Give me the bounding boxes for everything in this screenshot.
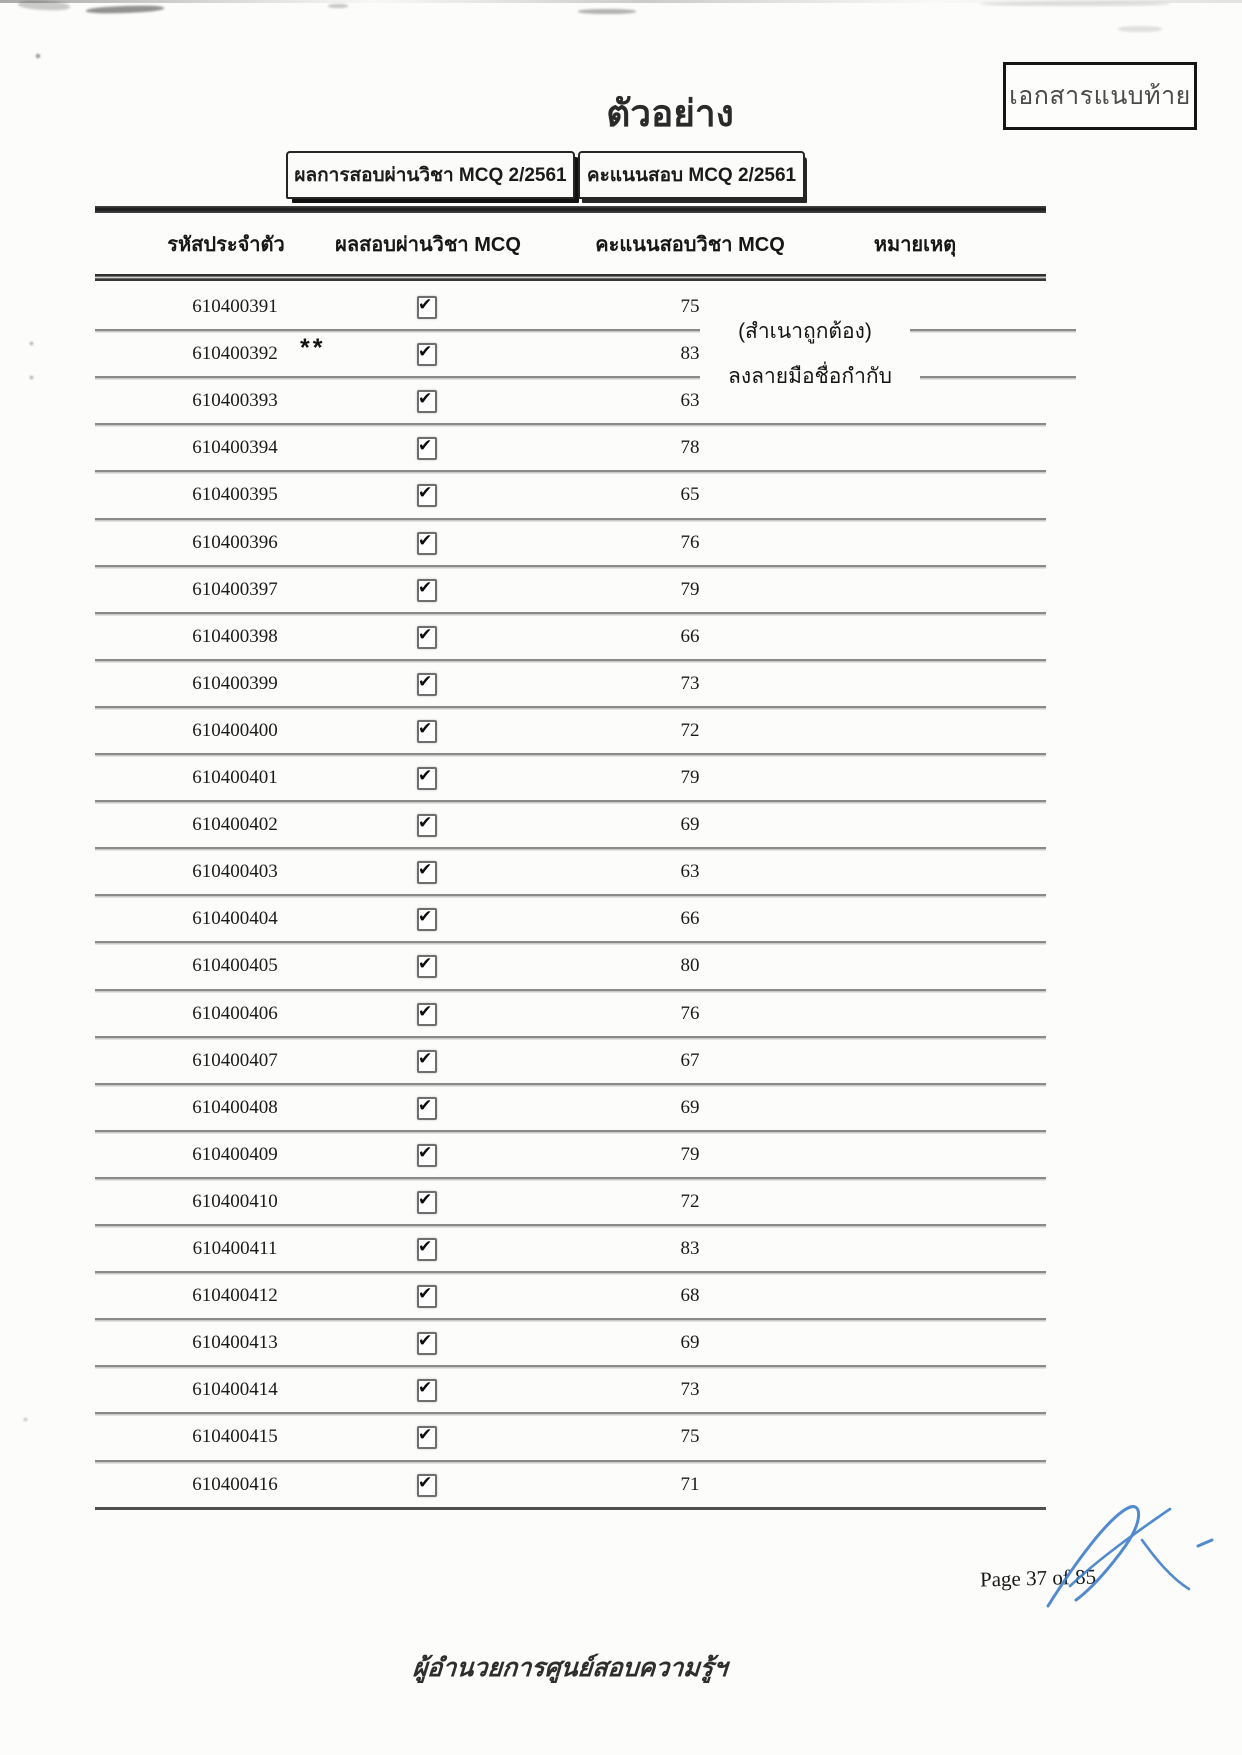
pass-checkbox[interactable] — [417, 720, 437, 743]
table-row — [0, 1178, 1242, 1225]
pass-checkbox[interactable] — [417, 1144, 437, 1167]
scan-artifact — [328, 4, 348, 8]
score-value: 66 — [680, 625, 700, 647]
table-row — [0, 1225, 1242, 1272]
student-id: 610400400 — [192, 719, 278, 741]
checkmark-icon: ✔ — [418, 530, 433, 551]
attachment-label-box — [1003, 62, 1197, 130]
table-row — [0, 801, 1242, 848]
score-value: 69 — [680, 1096, 700, 1118]
student-id: 610400416 — [192, 1473, 278, 1495]
student-id: 610400408 — [192, 1096, 278, 1118]
table-row — [0, 1366, 1242, 1413]
student-id: 610400392 — [192, 343, 278, 365]
pass-checkbox[interactable] — [417, 1332, 437, 1355]
checkmark-icon: ✔ — [418, 1189, 433, 1210]
table-row — [0, 754, 1242, 801]
column-header-remarks: หมายเหตุ — [873, 234, 957, 256]
student-id: 610400406 — [192, 1002, 278, 1024]
table-row — [0, 377, 1242, 424]
pass-checkbox[interactable] — [417, 1050, 437, 1073]
pass-checkbox[interactable] — [417, 579, 437, 602]
page-number: Page 37 of 85 — [979, 1564, 1097, 1592]
score-value: 67 — [680, 1049, 700, 1071]
table-row — [0, 1131, 1242, 1178]
pass-checkbox[interactable] — [417, 296, 437, 319]
score-value: 79 — [680, 1143, 700, 1165]
table-row — [0, 895, 1242, 942]
column-header-score: คะแนนสอบวิชา MCQ — [595, 234, 785, 256]
score-value: 73 — [680, 1379, 700, 1401]
table-row — [0, 848, 1242, 895]
checkmark-icon: ✔ — [418, 718, 433, 739]
student-id: 610400402 — [192, 814, 278, 836]
pass-checkbox[interactable] — [417, 437, 437, 460]
pass-checkbox[interactable] — [417, 673, 437, 696]
checkmark-icon: ✔ — [418, 1425, 433, 1446]
checkmark-icon: ✔ — [418, 1001, 433, 1022]
student-id: 610400394 — [192, 437, 278, 459]
student-id: 610400403 — [192, 861, 278, 883]
table-row — [0, 330, 1242, 377]
checkmark-icon: ✔ — [418, 1378, 433, 1399]
student-id: 610400399 — [192, 672, 278, 694]
student-id: 610400410 — [192, 1190, 278, 1212]
pass-checkbox[interactable] — [417, 767, 437, 790]
student-id: 610400412 — [192, 1285, 278, 1307]
checkmark-icon: ✔ — [418, 295, 433, 315]
table-row — [0, 660, 1242, 707]
checkmark-icon: ✔ — [418, 954, 433, 975]
student-id: 610400405 — [192, 955, 278, 977]
table-row — [0, 1037, 1242, 1084]
pass-checkbox[interactable] — [417, 1426, 437, 1449]
scan-artifact — [86, 5, 164, 15]
score-value: 69 — [680, 814, 700, 836]
checkmark-icon: ✔ — [418, 1331, 433, 1352]
pass-checkbox[interactable] — [417, 1474, 437, 1497]
score-value: 75 — [680, 296, 700, 317]
checkmark-icon: ✔ — [418, 1142, 433, 1163]
table-top-rule — [95, 206, 1046, 213]
student-id: 610400409 — [192, 1143, 278, 1165]
student-id: 610400415 — [192, 1426, 278, 1448]
score-value: 75 — [680, 1426, 700, 1448]
table-row — [0, 424, 1242, 471]
pass-checkbox[interactable] — [417, 1285, 437, 1308]
priority-marker: ** — [300, 334, 326, 363]
pass-checkbox[interactable] — [417, 1379, 437, 1402]
student-id: 610400393 — [192, 390, 278, 412]
student-id: 610400391 — [192, 296, 278, 317]
score-value: 68 — [680, 1285, 700, 1307]
checkmark-icon: ✔ — [418, 1048, 433, 1069]
tab-scores[interactable]: คะแนนสอบ MCQ 2/2561 — [578, 151, 805, 199]
table-row — [0, 283, 1242, 330]
score-value: 63 — [680, 390, 700, 412]
checkmark-icon: ✔ — [418, 577, 433, 598]
scan-artifact — [578, 9, 636, 14]
pass-checkbox[interactable] — [417, 626, 437, 649]
footer-signer-title: ผู้อำนวยการศูนย์สอบความรู้ฯ — [411, 1655, 729, 1682]
checkmark-icon: ✔ — [418, 907, 433, 928]
table-row — [0, 942, 1242, 989]
attachment-label: เอกสารแนบท้าย — [1009, 82, 1191, 110]
table-row — [0, 1272, 1242, 1319]
table-row — [0, 613, 1242, 660]
checkmark-icon: ✔ — [418, 813, 433, 834]
scan-artifact — [980, 2, 1170, 6]
pass-checkbox[interactable] — [417, 532, 437, 555]
student-id: 610400407 — [192, 1049, 278, 1071]
checkmark-icon: ✔ — [418, 436, 433, 457]
score-value: 72 — [680, 719, 700, 741]
table-row — [0, 990, 1242, 1037]
table-row — [0, 1084, 1242, 1131]
checkmark-icon: ✔ — [418, 1095, 433, 1116]
checkmark-icon: ✔ — [418, 1237, 433, 1257]
score-value: 83 — [680, 343, 700, 365]
tab-pass-results[interactable]: ผลการสอบผ่านวิชา MCQ 2/2561 — [286, 151, 575, 199]
student-id: 610400396 — [192, 531, 278, 553]
checkmark-icon: ✔ — [418, 766, 433, 786]
student-id: 610400414 — [192, 1379, 278, 1401]
checkmark-icon: ✔ — [418, 483, 433, 504]
checkmark-icon: ✔ — [418, 624, 433, 645]
table-header-rule — [95, 274, 1046, 281]
checkmark-icon: ✔ — [418, 1284, 433, 1305]
pass-checkbox[interactable] — [417, 343, 437, 366]
table-row — [0, 707, 1242, 754]
student-id: 610400401 — [192, 767, 278, 788]
checkmark-icon: ✔ — [418, 342, 433, 363]
column-header-student-id: รหัสประจำตัว — [167, 234, 285, 256]
pass-checkbox[interactable] — [417, 390, 437, 413]
student-id: 610400398 — [192, 625, 278, 647]
score-value: 65 — [680, 484, 700, 506]
pass-checkbox[interactable] — [417, 814, 437, 837]
table-row — [0, 471, 1242, 518]
score-value: 78 — [680, 437, 700, 459]
score-value: 79 — [680, 767, 700, 788]
pass-checkbox[interactable] — [417, 955, 437, 978]
table-row — [0, 1319, 1242, 1366]
score-value: 71 — [680, 1473, 700, 1495]
countersign-stamp: ลงลายมือชื่อกำกับ — [700, 357, 920, 397]
score-value: 69 — [680, 1332, 700, 1354]
pass-checkbox[interactable] — [417, 908, 437, 931]
table-row — [0, 566, 1242, 613]
certified-copy-stamp: (สำเนาถูกต้อง) — [700, 314, 910, 350]
checkmark-icon: ✔ — [418, 860, 433, 881]
page-title: ตัวอย่าง — [606, 93, 734, 134]
score-value: 66 — [680, 908, 700, 930]
checkmark-icon: ✔ — [418, 671, 433, 692]
scan-artifact — [36, 54, 40, 58]
table-row — [0, 1413, 1242, 1460]
score-value: 73 — [680, 672, 700, 694]
pass-checkbox[interactable] — [417, 1097, 437, 1120]
student-id: 610400413 — [192, 1332, 278, 1354]
student-id: 610400404 — [192, 908, 278, 930]
score-value: 63 — [680, 861, 700, 883]
pass-checkbox[interactable] — [417, 1003, 437, 1026]
student-id: 610400397 — [192, 578, 278, 600]
pass-checkbox[interactable] — [417, 1191, 437, 1214]
score-value: 80 — [680, 955, 700, 977]
pass-checkbox[interactable] — [417, 484, 437, 507]
score-value: 79 — [680, 578, 700, 600]
pass-checkbox[interactable] — [417, 861, 437, 884]
score-value: 83 — [680, 1238, 700, 1259]
handwritten-signature — [1030, 1488, 1220, 1628]
table-row — [0, 519, 1242, 566]
score-value: 76 — [680, 531, 700, 553]
student-id: 610400395 — [192, 484, 278, 506]
scan-artifact — [1118, 26, 1162, 32]
checkmark-icon: ✔ — [418, 1472, 433, 1493]
pass-checkbox[interactable] — [417, 1238, 437, 1261]
score-value: 76 — [680, 1002, 700, 1024]
column-header-pass-result: ผลสอบผ่านวิชา MCQ — [335, 234, 521, 256]
score-value: 72 — [680, 1190, 700, 1212]
student-id: 610400411 — [192, 1238, 278, 1259]
checkmark-icon: ✔ — [418, 389, 433, 410]
